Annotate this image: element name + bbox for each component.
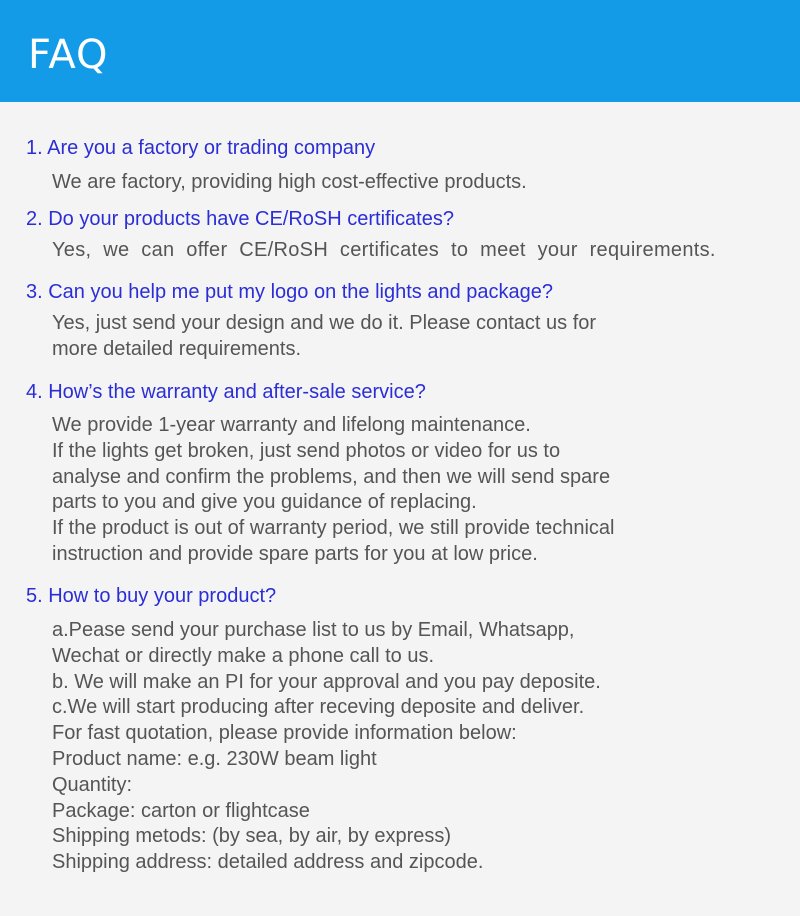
- faq-answer-line: We are factory, providing high cost-effective products.: [52, 171, 527, 193]
- faq-answer-1: [52, 170, 527, 196]
- faq-answer-line: For fast quotation, please provide information below:: [52, 722, 517, 745]
- faq-answer-line: We provide 1-year warranty and lifelong maintenance.: [52, 414, 531, 436]
- faq-question-1: 1. Are you a factory or trading company: [26, 137, 376, 159]
- faq-answer-2: [52, 238, 716, 264]
- faq-question-4: 4. How’s the warranty and after-sale service?: [26, 381, 426, 403]
- faq-answer-line: Yes, just send your design and we do it. Please contact us for: [52, 312, 597, 334]
- page-title: FAQ: [28, 32, 109, 78]
- faq-answer-line: Package: carton or flightcase: [52, 799, 310, 822]
- faq-answer-line: Wechat or directly make a phone call to us.: [52, 644, 435, 667]
- faq-answer-line: more detailed requirements.: [52, 337, 302, 360]
- faq-answer-line: b. We will make an PI for your approval and you pay deposite.: [52, 670, 601, 693]
- faq-answer-3: [52, 311, 596, 363]
- faq-question-5: 5. How to buy your product?: [26, 585, 277, 607]
- faq-answer-line: instruction and provide spare parts for you at low price.: [52, 542, 538, 565]
- faq-question-3: 3. Can you help me put my logo on the lights and package?: [26, 281, 554, 303]
- faq-answer-line: Shipping address: detailed address and zipcode.: [52, 851, 484, 874]
- faq-answer-line: Yes, we can offer CE/RoSH certificates to meet your requirements.: [52, 239, 716, 261]
- faq-answer-line: If the lights get broken, just send photos or video for us to: [52, 439, 561, 462]
- faq-question-2: 2. Do your products have CE/RoSH certificates?: [26, 208, 454, 230]
- faq-answer-line: c.We will start producing after receving deposite and deliver.: [52, 696, 585, 719]
- faq-answer-line: If the product is out of warranty period, we still provide technical: [52, 517, 615, 540]
- faq-answer-4: [52, 413, 615, 568]
- faq-answer-line: Quantity:: [52, 773, 133, 796]
- faq-answer-line: analyse and confirm the problems, and then we will send spare: [52, 465, 611, 488]
- faq-answer-5: [52, 618, 601, 876]
- faq-answer-line: Product name: e.g. 230W beam light: [52, 747, 377, 770]
- faq-header: [0, 0, 800, 102]
- faq-answer-line: parts to you and give you guidance of replacing.: [52, 491, 477, 514]
- faq-answer-line: Shipping metods: (by sea, by air, by express): [52, 825, 452, 848]
- faq-answer-line: a.Pease send your purchase list to us by Email, Whatsapp,: [52, 619, 575, 641]
